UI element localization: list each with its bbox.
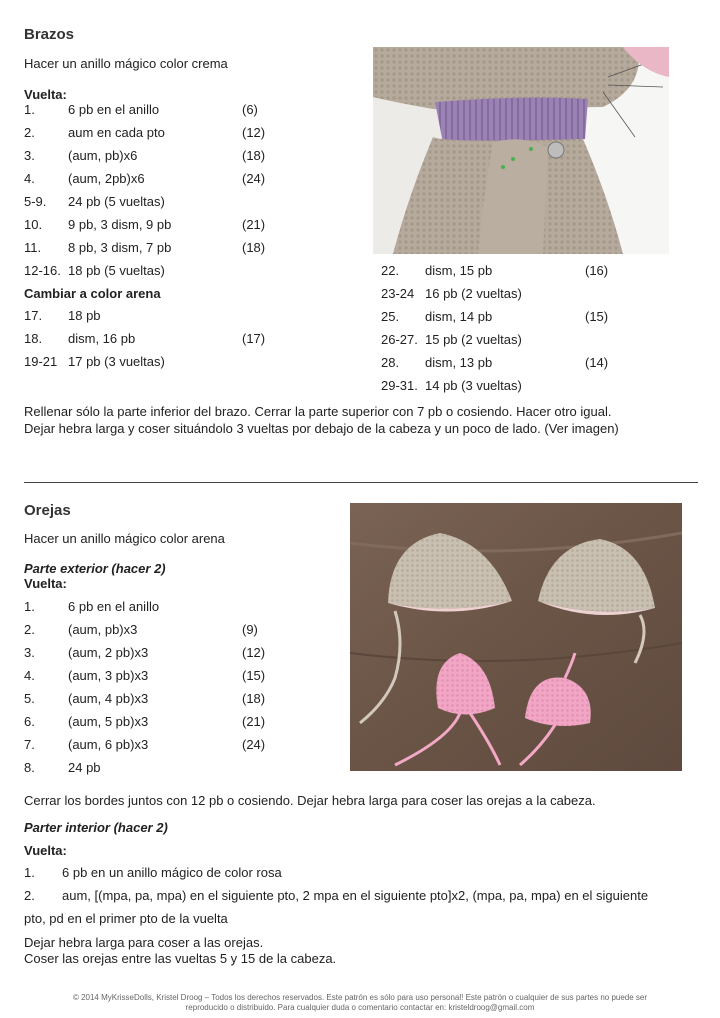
row-number: 2. xyxy=(24,125,35,140)
row-number: 25. xyxy=(381,309,400,324)
row-number: 1. xyxy=(24,865,35,880)
row-number: 3. xyxy=(24,148,35,163)
brazos-note-2: Dejar hebra larga y coser situándolo 3 vueltas por debajo de la cabeza y un poco de lado. (Ver imagen) xyxy=(24,421,619,436)
row-text: 24 pb xyxy=(68,760,101,775)
row-number: 22. xyxy=(381,263,400,278)
row-count: (21) xyxy=(242,714,266,729)
brazos-vuelta-label: Vuelta: xyxy=(24,87,67,102)
section-title-brazos: Brazos xyxy=(24,26,75,43)
row-text: 15 pb (2 vueltas) xyxy=(425,332,522,347)
row-number: 18. xyxy=(24,331,43,346)
row-number: 12-16. xyxy=(24,263,61,278)
row-text: 16 pb (2 vueltas) xyxy=(425,286,522,301)
row-count: (18) xyxy=(242,691,266,706)
arm-photo-illustration xyxy=(373,47,669,254)
row-number: 4. xyxy=(24,171,35,186)
row-number: 6. xyxy=(24,714,35,729)
orejas-intro: Hacer un anillo mágico color arena xyxy=(24,531,225,546)
row-text: 8 pb, 3 dism, 7 pb xyxy=(68,240,172,255)
row-text: aum en cada pto xyxy=(68,125,165,140)
orejas-end-note-1: Dejar hebra larga para coser a las orejas. xyxy=(24,935,264,950)
row-count: (12) xyxy=(242,645,266,660)
row-text: dism, 15 pb xyxy=(425,263,493,278)
row-number: 1. xyxy=(24,599,35,614)
row-text: (aum, pb)x3 xyxy=(68,622,138,637)
row-count: (24) xyxy=(242,737,266,752)
orejas-vuelta-label: Vuelta: xyxy=(24,576,67,591)
brazos-intro: Hacer un anillo mágico color crema xyxy=(24,56,228,71)
row-number: 17. xyxy=(24,308,43,323)
orejas-exterior-title: Parte exterior (hacer 2) xyxy=(24,561,166,576)
row-text: 18 pb (5 vueltas) xyxy=(68,263,165,278)
row-text: (aum, pb)x6 xyxy=(68,148,138,163)
row-count: (16) xyxy=(585,263,609,278)
footer-line-1: © 2014 MyKrisseDolls, Kristel Droog – Todos los derechos reservados. Este patrón es sólo para uso personal! Este patrón o cualquier de sus partes no puede ser xyxy=(72,993,648,1002)
row-count: (12) xyxy=(242,125,266,140)
row-count: (6) xyxy=(242,102,258,117)
row-number: 8. xyxy=(24,760,35,775)
row-count: (21) xyxy=(242,217,266,232)
ears-photo xyxy=(350,503,682,771)
row-count: (15) xyxy=(585,309,609,324)
row-number: 26-27. xyxy=(381,332,418,347)
arm-photo xyxy=(373,47,669,254)
row-count: (18) xyxy=(242,240,266,255)
footer-line-2: reproducido o distribuido. Para cualquier duda o comentario contactar en: kristeldroog@gmail.com xyxy=(185,1003,535,1012)
row-text: (aum, 2 pb)x3 xyxy=(68,645,149,660)
row-number: 1. xyxy=(24,102,35,117)
row-number: 10. xyxy=(24,217,43,232)
ears-photo-illustration xyxy=(350,503,682,771)
row-count: (15) xyxy=(242,668,266,683)
row-text: 6 pb en el anillo xyxy=(68,102,160,117)
row-number: 4. xyxy=(24,668,35,683)
row-text: (aum, 4 pb)x3 xyxy=(68,691,149,706)
row-count: (17) xyxy=(242,331,266,346)
row-number: 23-24 xyxy=(381,286,415,301)
row-text: 24 pb (5 vueltas) xyxy=(68,194,165,209)
section-divider xyxy=(24,482,698,483)
row-number: 2. xyxy=(24,622,35,637)
orejas-interior-title: Parter interior (hacer 2) xyxy=(24,820,168,835)
row-number: 28. xyxy=(381,355,400,370)
row-text: 17 pb (3 vueltas) xyxy=(68,354,165,369)
row-text: (aum, 2pb)x6 xyxy=(68,171,145,186)
row-text: (aum, 5 pb)x3 xyxy=(68,714,149,729)
row-text: dism, 14 pb xyxy=(425,309,493,324)
footer-copyright xyxy=(20,993,700,1013)
brazos-color-change: Cambiar a color arena xyxy=(24,286,161,301)
row-number: 5-9. xyxy=(24,194,47,209)
row-text: 14 pb (3 vueltas) xyxy=(425,378,522,393)
row-text: aum, [(mpa, pa, mpa) en el siguiente pto, 2 mpa en el siguiente pto]x2, (mpa, pa, mpa) en el siguiente xyxy=(62,888,649,903)
orejas-close-note: Cerrar los bordes juntos con 12 pb o cosiendo. Dejar hebra larga para coser las orejas a la cabeza. xyxy=(24,793,596,808)
row-text: 6 pb en el anillo xyxy=(68,599,160,614)
row-text: 6 pb en un anillo mágico de color rosa xyxy=(62,865,282,880)
row-count: (9) xyxy=(242,622,258,637)
row-text: dism, 16 pb xyxy=(68,331,136,346)
row-number: 3. xyxy=(24,645,35,660)
row-number: 11. xyxy=(24,240,42,255)
brazos-note-1: Rellenar sólo la parte inferior del brazo. Cerrar la parte superior con 7 pb o cosiendo. Hacer otro igual. xyxy=(24,404,612,419)
row-count: (18) xyxy=(242,148,266,163)
row-text: 9 pb, 3 dism, 9 pb xyxy=(68,217,172,232)
row-count: (14) xyxy=(585,355,609,370)
interior-row-2-continued: pto, pd en el primer pto de la vuelta xyxy=(24,911,228,926)
section-title-orejas: Orejas xyxy=(24,502,71,519)
row-number: 2. xyxy=(24,888,35,903)
row-number: 7. xyxy=(24,737,35,752)
row-number: 5. xyxy=(24,691,35,706)
row-number: 29-31. xyxy=(381,378,418,393)
orejas-end-note-2: Coser las orejas entre las vueltas 5 y 15 de la cabeza. xyxy=(24,951,337,966)
row-text: (aum, 6 pb)x3 xyxy=(68,737,149,752)
row-count: (24) xyxy=(242,171,266,186)
row-text: 18 pb xyxy=(68,308,101,323)
row-text: (aum, 3 pb)x3 xyxy=(68,668,149,683)
row-text: dism, 13 pb xyxy=(425,355,493,370)
row-number: 19-21 xyxy=(24,354,58,369)
orejas-vuelta-label-2: Vuelta: xyxy=(24,843,67,858)
